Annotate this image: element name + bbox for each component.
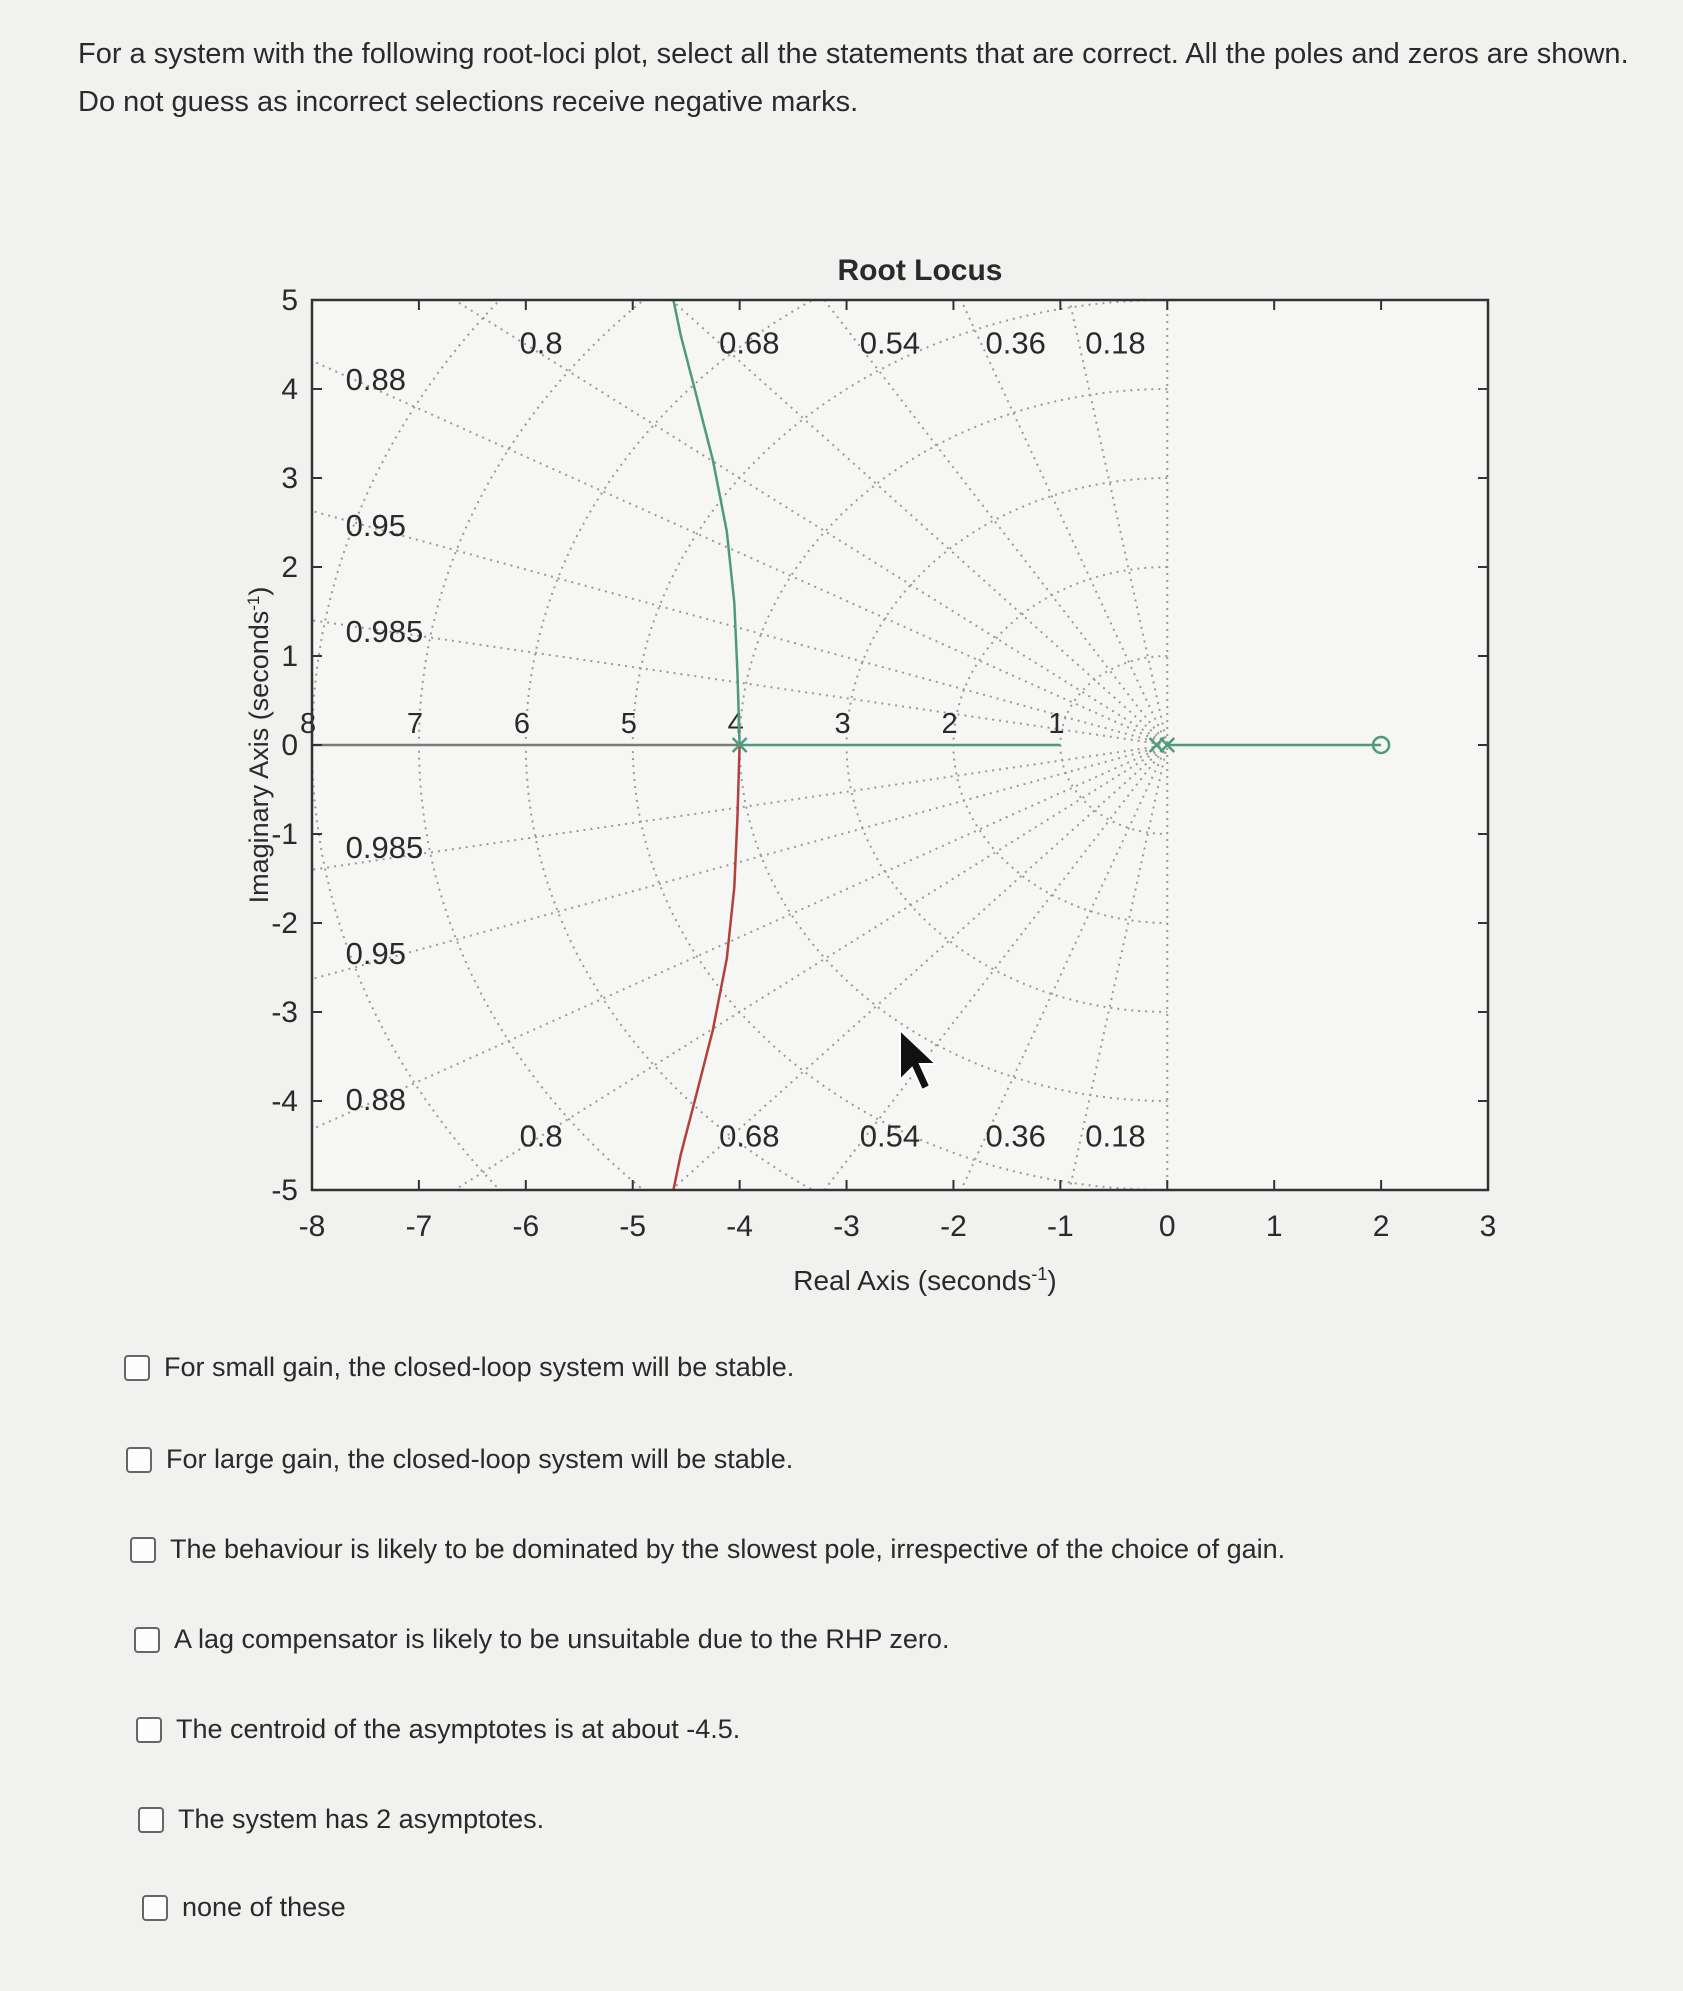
damping-label-0.95-upper: 0.95 — [345, 507, 407, 543]
damping-label-0.95-lower: 0.95 — [345, 936, 407, 972]
xtick-label-1: 1 — [1265, 1210, 1283, 1243]
checkbox[interactable] — [136, 1717, 162, 1743]
option-slowest-pole-dominates[interactable] — [130, 1534, 1285, 1565]
xtick-label--5: -5 — [619, 1210, 647, 1243]
ytick-label-3: 3 — [281, 462, 298, 495]
checkbox[interactable] — [134, 1627, 160, 1653]
damping-label-0.8-lower: 0.8 — [519, 1118, 563, 1154]
damping-label-0.68-upper: 0.68 — [719, 325, 780, 361]
y-axis-label-sup: -1 — [243, 595, 263, 611]
option-label: The behaviour is likely to be dominated by the slowest pole, irrespective of the choice of gain. — [170, 1534, 1286, 1564]
xtick-label--4: -4 — [726, 1210, 753, 1243]
xtick-label--3: -3 — [833, 1210, 860, 1243]
ytick-label-2: 2 — [281, 551, 298, 584]
x-axis-label-close: ) — [1047, 1265, 1057, 1296]
option-small-gain-stable[interactable] — [124, 1352, 794, 1383]
checkbox[interactable] — [130, 1537, 156, 1563]
x-axis-label-sup: -1 — [1031, 1264, 1048, 1284]
ytick-label-5: 5 — [281, 284, 298, 317]
damping-label-0.985-upper: 0.985 — [345, 614, 424, 650]
xtick-label--2: -2 — [940, 1210, 967, 1243]
wn-label-5: 5 — [620, 708, 637, 740]
option-label: For large gain, the closed-loop system will be stable. — [166, 1444, 794, 1474]
xtick-label--7: -7 — [405, 1210, 433, 1243]
xtick-label-2: 2 — [1372, 1210, 1390, 1243]
damping-label-0.18-upper: 0.18 — [1085, 325, 1146, 361]
option-large-gain-stable[interactable] — [126, 1444, 793, 1475]
damping-label-0.985-lower: 0.985 — [345, 829, 424, 865]
damping-label-0.68-lower: 0.68 — [719, 1118, 780, 1154]
checkbox[interactable] — [142, 1895, 168, 1921]
damping-label-0.88-lower: 0.88 — [345, 1081, 407, 1117]
ytick-label-4: 4 — [281, 373, 298, 406]
ytick-label-0: 0 — [281, 729, 298, 762]
damping-label-0.54-upper: 0.54 — [859, 325, 921, 361]
option-two-asymptotes[interactable] — [138, 1804, 544, 1835]
checkbox[interactable] — [124, 1355, 150, 1381]
wn-label-7: 7 — [406, 708, 424, 740]
option-lag-compensator[interactable] — [134, 1624, 949, 1655]
ytick-label-1: 1 — [281, 640, 298, 673]
damping-label-0.8-upper: 0.8 — [519, 325, 563, 361]
question-text: For a system with the following root-loci plot, select all the statements that are correct. All the poles and zeros are shown. Do not guess as incorrect selections receive negative marks. — [78, 38, 1629, 118]
chart-title: Root Locus — [837, 254, 1003, 287]
damping-label-0.18-lower: 0.18 — [1085, 1118, 1146, 1154]
damping-label-0.36-lower: 0.36 — [985, 1118, 1046, 1154]
y-axis-label: Imaginary Axis (seconds$^{-1}$) — [243, 586, 274, 904]
wn-label-2: 2 — [941, 708, 958, 740]
x-axis-label: Real Axis (seconds$^{-1}$) — [793, 1264, 1057, 1296]
checkbox[interactable] — [126, 1447, 152, 1473]
ytick-label--3: -3 — [271, 996, 298, 1029]
xtick-label--8: -8 — [298, 1210, 326, 1243]
wn-label-1: 1 — [1048, 708, 1065, 740]
damping-label-0.54-lower: 0.54 — [859, 1118, 921, 1154]
ytick-label--1: -1 — [271, 818, 298, 851]
damping-label-0.36-upper: 0.36 — [985, 325, 1046, 361]
option-label: none of these — [182, 1892, 346, 1922]
ytick-label--5: -5 — [271, 1174, 298, 1207]
wn-label-3: 3 — [834, 708, 851, 740]
xtick-label--1: -1 — [1047, 1210, 1074, 1243]
xtick-label-3: 3 — [1479, 1210, 1497, 1243]
option-none[interactable] — [142, 1892, 346, 1923]
ytick-label--4: -4 — [271, 1085, 298, 1118]
ytick-label--2: -2 — [271, 907, 298, 940]
xtick-label-0: 0 — [1158, 1210, 1176, 1243]
option-centroid[interactable] — [136, 1714, 740, 1745]
y-axis-label-close: ) — [244, 586, 274, 596]
option-label: A lag compensator is likely to be unsuitable due to the RHP zero. — [174, 1624, 950, 1654]
xtick-label--6: -6 — [512, 1210, 540, 1243]
option-label: For small gain, the closed-loop system will be stable. — [164, 1352, 795, 1382]
option-label: The system has 2 asymptotes. — [178, 1804, 545, 1834]
damping-label-0.88-upper: 0.88 — [345, 362, 407, 398]
wn-label-6: 6 — [513, 708, 530, 740]
wn-label-8: 8 — [300, 708, 317, 740]
wn-label-4: 4 — [727, 708, 744, 740]
checkbox[interactable] — [138, 1807, 164, 1833]
option-label: The centroid of the asymptotes is at about -4.5. — [176, 1714, 741, 1744]
